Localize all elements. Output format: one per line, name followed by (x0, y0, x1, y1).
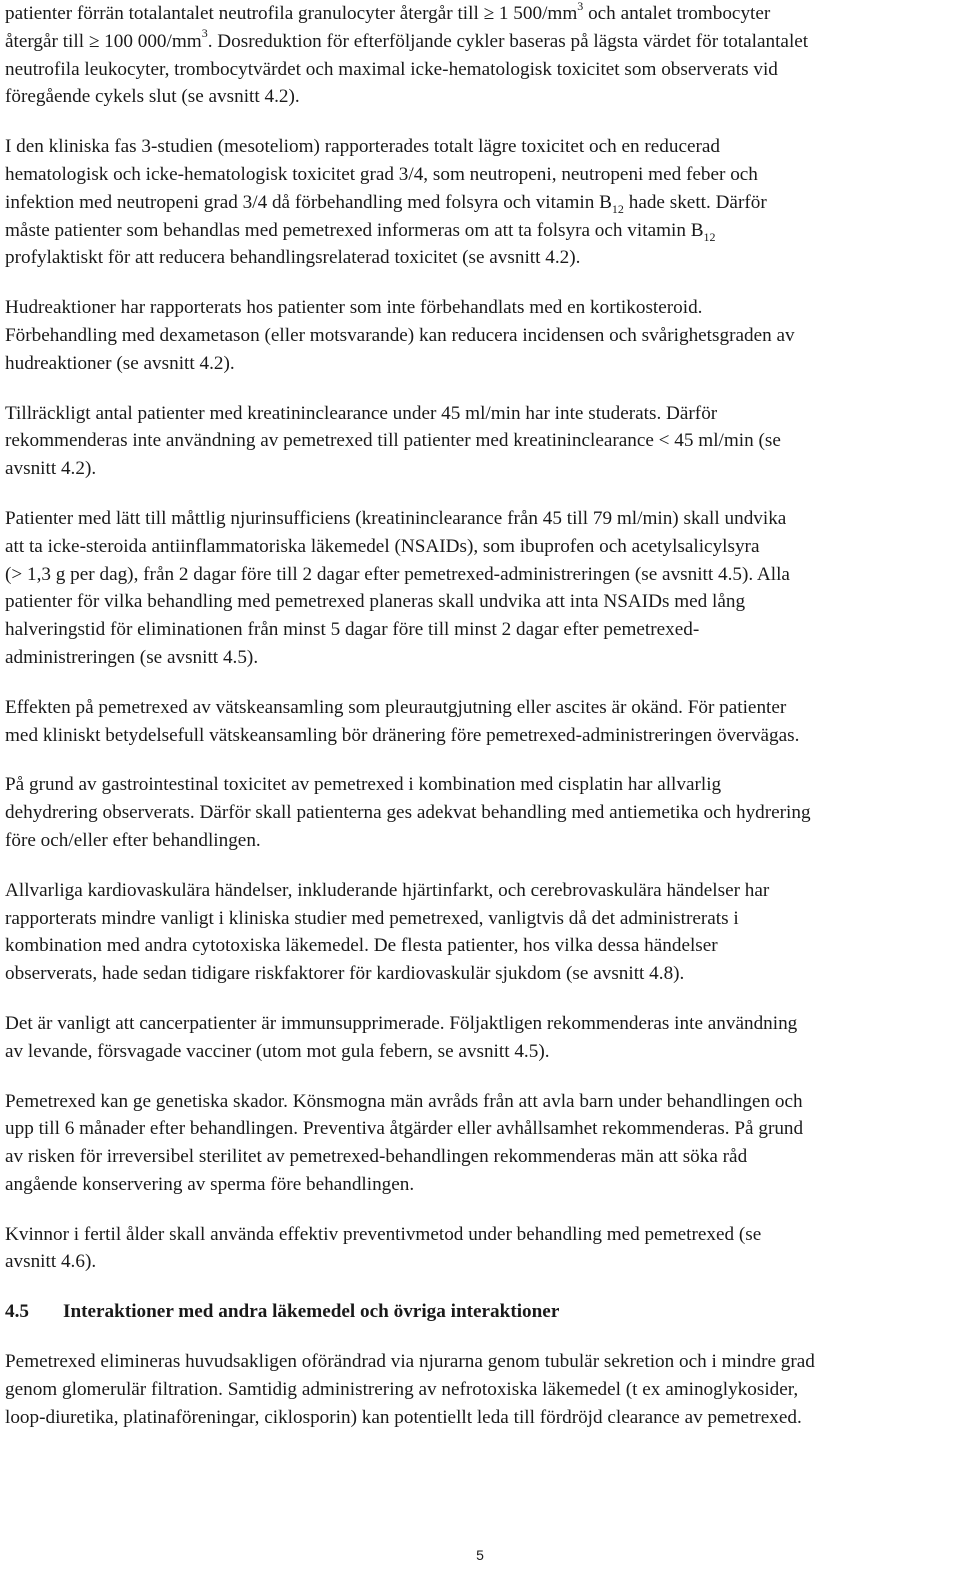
paragraph (5, 1221, 955, 1277)
text-run: infektion med neutropeni grad 3/4 då förbehandling med folsyra och vitamin B (5, 191, 612, 213)
text-run: Kvinnor i fertil ålder skall använda effektiv preventivmetod under behandling med pemetrexed (se (5, 1223, 762, 1245)
text-line (5, 455, 955, 483)
text-line (5, 932, 955, 960)
section-number: 4.5 (5, 1301, 29, 1323)
text-run: rekommenderas inte användning av pemetrexed till patienter med kreatininclearance < 45 ml/min (se (5, 430, 781, 452)
text-run: genom glomerulär filtration. Samtidig administrering av nefrotoxiska läkemedel (t ex aminoglykosider, (5, 1379, 799, 1401)
text-run: Allvarliga kardiovaskulära händelser, inkluderande hjärtinfarkt, och cerebrovaskulära händelser har (5, 879, 770, 901)
text-run: Pemetrexed kan ge genetiska skador. Könsmogna män avråds från att avla barn under behandlingen och (5, 1090, 803, 1112)
document-page (5, 0, 955, 1454)
text-run: dehydrering observerats. Därför skall patienterna ges adekvat behandling med antiemetika och hydrering (5, 802, 811, 824)
text-line (5, 56, 955, 84)
text-line (5, 189, 955, 217)
text-run: Hudreaktioner har rapporterats hos patienter som inte förbehandlats med en kortikosteroid. (5, 297, 703, 319)
body-text-after-section (5, 1348, 955, 1431)
text-run: patienter för vilka behandling med pemetrexed planeras skall undvika att inta NSAIDs med lång (5, 591, 746, 613)
text-run: föregående cykels slut (se avsnitt 4.2). (5, 86, 300, 108)
text-run: kombination med andra cytotoxiska läkemedel. De flesta patienter, hos vilka dessa händelser (5, 935, 718, 957)
text-run: upp till 6 månader efter behandlingen. Preventiva åtgärder eller avhållsamhet rekommenderas. På grund (5, 1118, 804, 1140)
text-line (5, 960, 955, 988)
text-run: profylaktiskt för att reducera behandlingsrelaterad toxicitet (se avsnitt 4.2). (5, 247, 581, 269)
text-line (5, 83, 955, 111)
text-line (5, 533, 955, 561)
paragraph (5, 694, 955, 750)
paragraph (5, 877, 955, 988)
subscript: 12 (703, 229, 716, 244)
text-run: Pemetrexed elimineras huvudsakligen oförändrad via njurarna genom tubulär sekretion och i mindre grad (5, 1351, 815, 1373)
text-line (5, 1038, 955, 1066)
text-run: hade skett. Därför (623, 191, 767, 213)
paragraph (5, 294, 955, 377)
page-number: 5 (476, 1547, 484, 1563)
text-run: av risken för irreversibel sterilitet av pemetrexed-behandlingen rekommenderas män att söka råd (5, 1146, 748, 1168)
text-line (5, 616, 955, 644)
text-run: administreringen (se avsnitt 4.5). (5, 646, 259, 668)
text-line (5, 799, 955, 827)
text-run: Förbehandling med dexametason (eller motsvarande) kan reducera incidensen och svårighetsgraden av (5, 324, 795, 346)
text-run: Det är vanligt att cancerpatienter är immunsupprimerade. Följaktligen rekommenderas inte användning (5, 1012, 798, 1034)
section-title: Interaktioner med andra läkemedel och övriga interaktioner (63, 1301, 560, 1323)
text-line (5, 28, 955, 56)
paragraph (5, 400, 955, 483)
section-heading (5, 1298, 955, 1326)
text-line (5, 1115, 955, 1143)
text-line (5, 1404, 955, 1432)
text-run: Patienter med lätt till måttlig njurinsufficiens (kreatininclearance från 45 till 79 ml/min) skall undvika (5, 507, 787, 529)
paragraph (5, 771, 955, 854)
text-line (5, 294, 955, 322)
text-run: avsnitt 4.2). (5, 458, 97, 480)
text-line (5, 0, 955, 28)
text-line (5, 322, 955, 350)
text-run: Tillräckligt antal patienter med kreatininclearance under 45 ml/min har inte studerats. Därför (5, 402, 718, 424)
text-line (5, 1221, 955, 1249)
paragraph (5, 1348, 955, 1431)
text-line (5, 1088, 955, 1116)
text-line (5, 561, 955, 589)
text-line (5, 877, 955, 905)
paragraph (5, 1010, 955, 1066)
text-line (5, 133, 955, 161)
text-run: På grund av gastrointestinal toxicitet av pemetrexed i kombination med cisplatin har allvarlig (5, 774, 722, 796)
text-run: angående konservering av sperma före behandlingen. (5, 1173, 415, 1195)
text-line (5, 427, 955, 455)
paragraph (5, 1088, 955, 1199)
text-line (5, 217, 955, 245)
paragraph (5, 133, 955, 272)
text-run: och antalet trombocyter (583, 3, 771, 24)
text-line (5, 1248, 955, 1276)
text-run: neutrofila leukocyter, trombocytvärdet och maximal icke-hematologisk toxicitet som observerats vid (5, 58, 778, 80)
text-line (5, 644, 955, 672)
text-run: återgår till ≥ 100 000/mm (5, 30, 202, 52)
text-run: måste patienter som behandlas med pemetrexed informeras om att ta folsyra och vitamin B (5, 219, 704, 241)
subscript: 12 (611, 201, 624, 216)
text-line (5, 244, 955, 272)
text-line (5, 905, 955, 933)
body-text-before-section (5, 0, 955, 1276)
text-line (5, 161, 955, 189)
text-run: (> 1,3 g per dag), från 2 dagar före till 2 dagar efter pemetrexed-administreringen (se avsnitt 4.5). Alla (5, 563, 790, 585)
text-run: . Dosreduktion för efterföljande cykler baseras på lägsta värdet för totalantalet (207, 30, 809, 52)
text-run: hudreaktioner (se avsnitt 4.2). (5, 352, 235, 374)
text-line (5, 350, 955, 378)
text-line (5, 1348, 955, 1376)
text-run: observerats, hade sedan tidigare riskfaktorer för kardiovaskulär sjukdom (se avsnitt 4.8). (5, 963, 685, 985)
text-line (5, 827, 955, 855)
text-run: patienter förrän totalantalet neutrofila granulocyter återgår till ≥ 1 500/mm (5, 3, 578, 24)
superscript: 3 (201, 26, 208, 41)
text-line (5, 1376, 955, 1404)
paragraph (5, 0, 955, 111)
text-run: rapporterats mindre vanligt i kliniska studier med pemetrexed, vanligtvis då det administrerats i (5, 907, 739, 929)
text-run: hematologisk och icke-hematologisk toxicitet grad 3/4, som neutropeni, neutropeni med feber och (5, 163, 758, 185)
text-run: loop-diuretika, platinaföreningar, ciklosporin) kan potentiellt leda till fördröjd clearance av pemetrexed. (5, 1406, 802, 1428)
text-run: med kliniskt betydelsefull vätskeansamling bör dränering före pemetrexed-administreringen övervägas. (5, 724, 800, 746)
text-run: I den kliniska fas 3-studien (mesoteliom) rapporterades totalt lägre toxicitet och en reducerad (5, 136, 721, 158)
text-run: av levande, försvagade vacciner (utom mot gula febern, se avsnitt 4.5). (5, 1040, 550, 1062)
text-line (5, 694, 955, 722)
text-line (5, 1171, 955, 1199)
text-run: avsnitt 4.6). (5, 1251, 97, 1273)
text-run: före och/eller efter behandlingen. (5, 829, 261, 851)
text-line (5, 1143, 955, 1171)
text-line (5, 771, 955, 799)
text-line (5, 1010, 955, 1038)
text-run: att ta icke-steroida antiinflammatoriska läkemedel (NSAIDs), som ibuprofen och acetylsalicylsyra (5, 535, 760, 557)
paragraph (5, 505, 955, 672)
text-line (5, 400, 955, 428)
text-line (5, 505, 955, 533)
text-run: halveringstid för eliminationen från minst 5 dagar före till minst 2 dagar efter pemetrexed- (5, 619, 700, 641)
text-line (5, 722, 955, 750)
text-line (5, 588, 955, 616)
text-run: Effekten på pemetrexed av vätskeansamling som pleurautgjutning eller ascites är okänd. För patienter (5, 696, 787, 718)
superscript: 3 (577, 0, 584, 13)
